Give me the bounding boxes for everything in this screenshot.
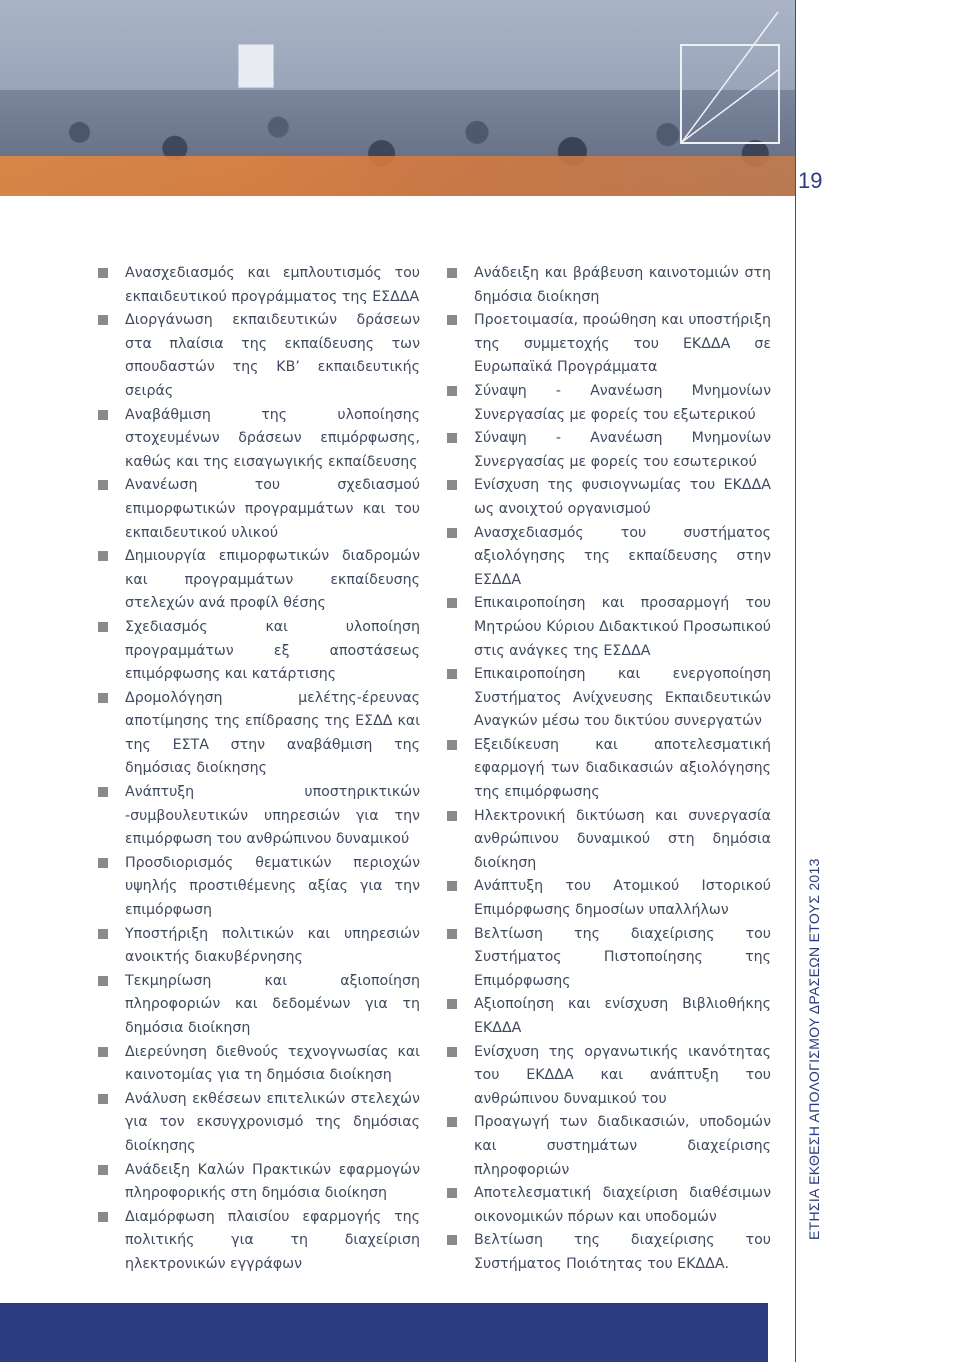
- list-item-text: Εξειδίκευση και αποτελεσματική εφαρμογή των διαδικασιών αξιολόγησης της επιμόρφωσης: [474, 736, 771, 801]
- list-item: [97, 687, 420, 781]
- square-bullet-icon: [98, 410, 108, 420]
- square-bullet-icon: [98, 551, 108, 561]
- list-item: [97, 616, 420, 687]
- square-bullet-icon: [98, 929, 108, 939]
- photo-screen: [238, 44, 274, 88]
- square-bullet-icon: [447, 528, 457, 538]
- list-item-text: Ανάλυση εκθέσεων επιτελικών στελεχών για τον εκσυγχρονισμό της δημόσιας διοίκησης: [125, 1090, 420, 1154]
- list-item-text: Προσδιορισμός θεματικών περιοχών υψηλής προστιθέμενης αξίας για την επιμόρφωση: [125, 854, 420, 919]
- square-bullet-icon: [447, 1117, 457, 1127]
- list-item: [446, 1229, 771, 1276]
- list-item-text: Ανασχεδιασμός του συστήματος αξιολόγησης της εκπαίδευσης στην ΕΣΔΔΑ: [474, 524, 771, 588]
- list-item-text: Ανάδειξη και βράβευση καινοτομιών στη δημόσια διοίκηση: [474, 265, 771, 305]
- list-item-text: Βελτίωση της διαχείρισης του Συστήματος Πιστοποίησης της Επιμόρφωσης: [474, 925, 771, 989]
- square-bullet-icon: [447, 1188, 457, 1198]
- list-item: [446, 923, 771, 994]
- list-item-text: Προαγωγή των διαδικασιών, υποδομών και συστημάτων διαχείρισης πληροφοριών: [474, 1114, 771, 1178]
- list-item-text: Σύναψη - Ανανέωση Μνημονίων Συνεργασίας με φορείς του εξωτερικού: [474, 382, 771, 423]
- list-item: [446, 592, 771, 663]
- list-item-text: Διοργάνωση εκπαιδευτικών δράσεων στα πλαίσια της εκπαίδευσης των σπουδαστών της ΚΒ’ εκπαιδευτικής σειράς: [125, 312, 420, 399]
- list-item-text: Ενίσχυση της οργανωτικής ικανότητας του ΕΚΔΔΑ και ανάπτυξη του ανθρώπινου δυναμικού του: [474, 1043, 771, 1107]
- square-bullet-icon: [447, 999, 457, 1009]
- list-item-text: Δημιουργία επιμορφωτικών διαδρομών και προγραμμάτων εκπαίδευσης στελεχών ανά προφίλ θέσης: [125, 548, 420, 612]
- square-bullet-icon: [98, 1047, 108, 1057]
- square-bullet-icon: [447, 386, 457, 396]
- list-item: [97, 545, 420, 616]
- square-bullet-icon: [98, 622, 108, 632]
- list-item-text: Δρομολόγηση μελέτης-έρευνας αποτίμησης της επίδρασης της ΕΣΔΔ και της ΕΣΤΑ στην αναβάθμιση της δημόσιας διοίκησης: [125, 689, 420, 777]
- list-item-text: Σύναψη - Ανανέωση Μνημονίων Συνεργασίας με φορείς του εσωτερικού: [474, 430, 771, 470]
- list-item: [446, 993, 771, 1040]
- left-column: [97, 262, 420, 1277]
- square-bullet-icon: [98, 315, 108, 325]
- square-bullet-icon: [447, 669, 457, 679]
- list-item-text: Διερεύνηση διεθνούς τεχνογνωσίας και καινοτομίας για τη δημόσια διοίκηση: [125, 1043, 420, 1084]
- list-item: [97, 1041, 420, 1088]
- list-item-text: Ανασχεδιασμός και εμπλουτισμός του εκπαιδευτικού προγράμματος της ΕΣΔΔΑ: [125, 265, 420, 305]
- square-bullet-icon: [447, 929, 457, 939]
- list-item-text: Βελτίωση της διαχείρισης του Συστήματος Ποιότητας του ΕΚΔΔΑ.: [474, 1232, 771, 1272]
- square-bullet-icon: [447, 433, 457, 443]
- list-item: [97, 1159, 420, 1206]
- list-item-text: Ανανέωση του σχεδιασμού επιμορφωτικών προγραμμάτων και του εκπαιδευτικού υλικού: [125, 477, 420, 541]
- list-item-text: Αναβάθμιση της υλοποίησης στοχευμένων δράσεων επιμόρφωσης, καθώς και της εισαγωγικής εκπαίδευσης: [125, 406, 420, 470]
- list-item-text: Ανάπτυξη υποστηρικτικών -συμβουλευτικών υπηρεσιών για την επιμόρφωση του ανθρώπινου δυναμικού: [125, 784, 420, 848]
- header-photo: [0, 0, 795, 196]
- right-column: [446, 262, 771, 1277]
- list-item: [446, 734, 771, 805]
- list-item-text: Σχεδιασμός και υλοποίηση προγραμμάτων εξ αποστάσεως επιμόρφωσης και κατάρτισης: [125, 618, 420, 683]
- square-bullet-icon: [447, 1047, 457, 1057]
- list-item-text: Τεκμηρίωση και αξιοποίηση πληροφοριών και δεδομένων για τη δημόσια διοίκηση: [125, 972, 420, 1036]
- list-item: [97, 262, 420, 309]
- square-bullet-icon: [447, 1235, 457, 1245]
- list-item: [446, 427, 771, 474]
- square-bullet-icon: [98, 480, 108, 490]
- list-item: [446, 309, 771, 380]
- list-item: [97, 781, 420, 852]
- list-item: [97, 404, 420, 475]
- list-item: [97, 970, 420, 1041]
- list-item: [97, 852, 420, 923]
- square-bullet-icon: [447, 268, 457, 278]
- list-item: [446, 474, 771, 521]
- page-divider-line: [795, 0, 796, 1362]
- square-bullet-icon: [447, 315, 457, 325]
- list-item-text: Προετοιμασία, προώθηση και υποστήριξη της συμμετοχής του ΕΚΔΔΑ σε Ευρωπαϊκά Προγράμματα: [474, 312, 771, 376]
- list-item-text: Ανάδειξη Καλών Πρακτικών εφαρμογών πληροφορικής στη δημόσια διοίκηση: [125, 1161, 420, 1202]
- list-item: [446, 1111, 771, 1182]
- list-item: [97, 923, 420, 970]
- list-item-text: Διαμόρφωση πλαισίου εφαρμογής της πολιτικής για τη διαχείριση ηλεκτρονικών εγγράφων: [125, 1208, 420, 1272]
- list-item: [446, 875, 771, 922]
- square-bullet-icon: [98, 268, 108, 278]
- list-item: [446, 1041, 771, 1112]
- list-item: [97, 1206, 420, 1277]
- list-item: [446, 805, 771, 876]
- list-item: [97, 1088, 420, 1159]
- square-bullet-icon: [447, 480, 457, 490]
- list-item-text: Επικαιροποίηση και ενεργοποίηση Συστήματος Ανίχνευσης Εκπαιδευτικών Αναγκών μέσω του δικτύου συνεργατών: [474, 666, 771, 730]
- square-bullet-icon: [98, 1212, 108, 1222]
- photo-orange-tint: [0, 156, 795, 196]
- page-number: 19: [798, 168, 823, 193]
- list-item: [97, 309, 420, 403]
- list-item-text: Ανάπτυξη του Ατομικού Ιστορικού Επιμόρφωσης δημοσίων υπαλλήλων: [474, 878, 771, 919]
- square-bullet-icon: [98, 693, 108, 703]
- list-item-text: Ηλεκτρονική δικτύωση και συνεργασία ανθρώπινου δυναμικού στη δημόσια διοίκηση: [474, 807, 771, 871]
- list-item: [446, 380, 771, 427]
- list-item: [446, 663, 771, 734]
- square-bullet-icon: [98, 787, 108, 797]
- list-item-text: Υποστήριξη πολιτικών και υπηρεσιών ανοικτής διακυβέρνησης: [125, 925, 420, 966]
- left-bullet-list: [97, 262, 420, 1277]
- square-bullet-icon: [447, 598, 457, 608]
- list-item-text: Αξιοποίηση και ενίσχυση Βιβλιοθήκης ΕΚΔΔΑ: [474, 996, 771, 1036]
- list-item: [446, 1182, 771, 1229]
- decorative-diagonal-lines: [680, 10, 780, 144]
- list-item: [97, 474, 420, 545]
- list-item: [446, 262, 771, 309]
- right-bullet-list: [446, 262, 771, 1277]
- square-bullet-icon: [447, 811, 457, 821]
- square-bullet-icon: [98, 1094, 108, 1104]
- side-running-title: ΕΤΗΣΙΑ ΕΚΘΕΣΗ ΑΠΟΛΟΓΙΣΜΟΥ ΔΡΑΣΕΩΝ ΕΤΟΥΣ 2013: [806, 858, 822, 1240]
- square-bullet-icon: [98, 858, 108, 868]
- list-item: [446, 522, 771, 593]
- list-item-text: Ενίσχυση της φυσιογνωμίας του ΕΚΔΔΑ ως ανοιχτού οργανισμού: [474, 477, 771, 517]
- footer-bar: [0, 1303, 768, 1362]
- list-item-text: Επικαιροποίηση και προσαρμογή του Μητρώου Κύριου Διδακτικού Προσωπικού στις ανάγκες της ΕΣΔΔΑ: [474, 595, 771, 659]
- square-bullet-icon: [447, 740, 457, 750]
- list-item-text: Αποτελεσματική διαχείριση διαθέσιμων οικονομικών πόρων και υποδομών: [474, 1185, 771, 1225]
- square-bullet-icon: [447, 881, 457, 891]
- square-bullet-icon: [98, 1165, 108, 1175]
- square-bullet-icon: [98, 976, 108, 986]
- decorative-frame: [680, 44, 780, 144]
